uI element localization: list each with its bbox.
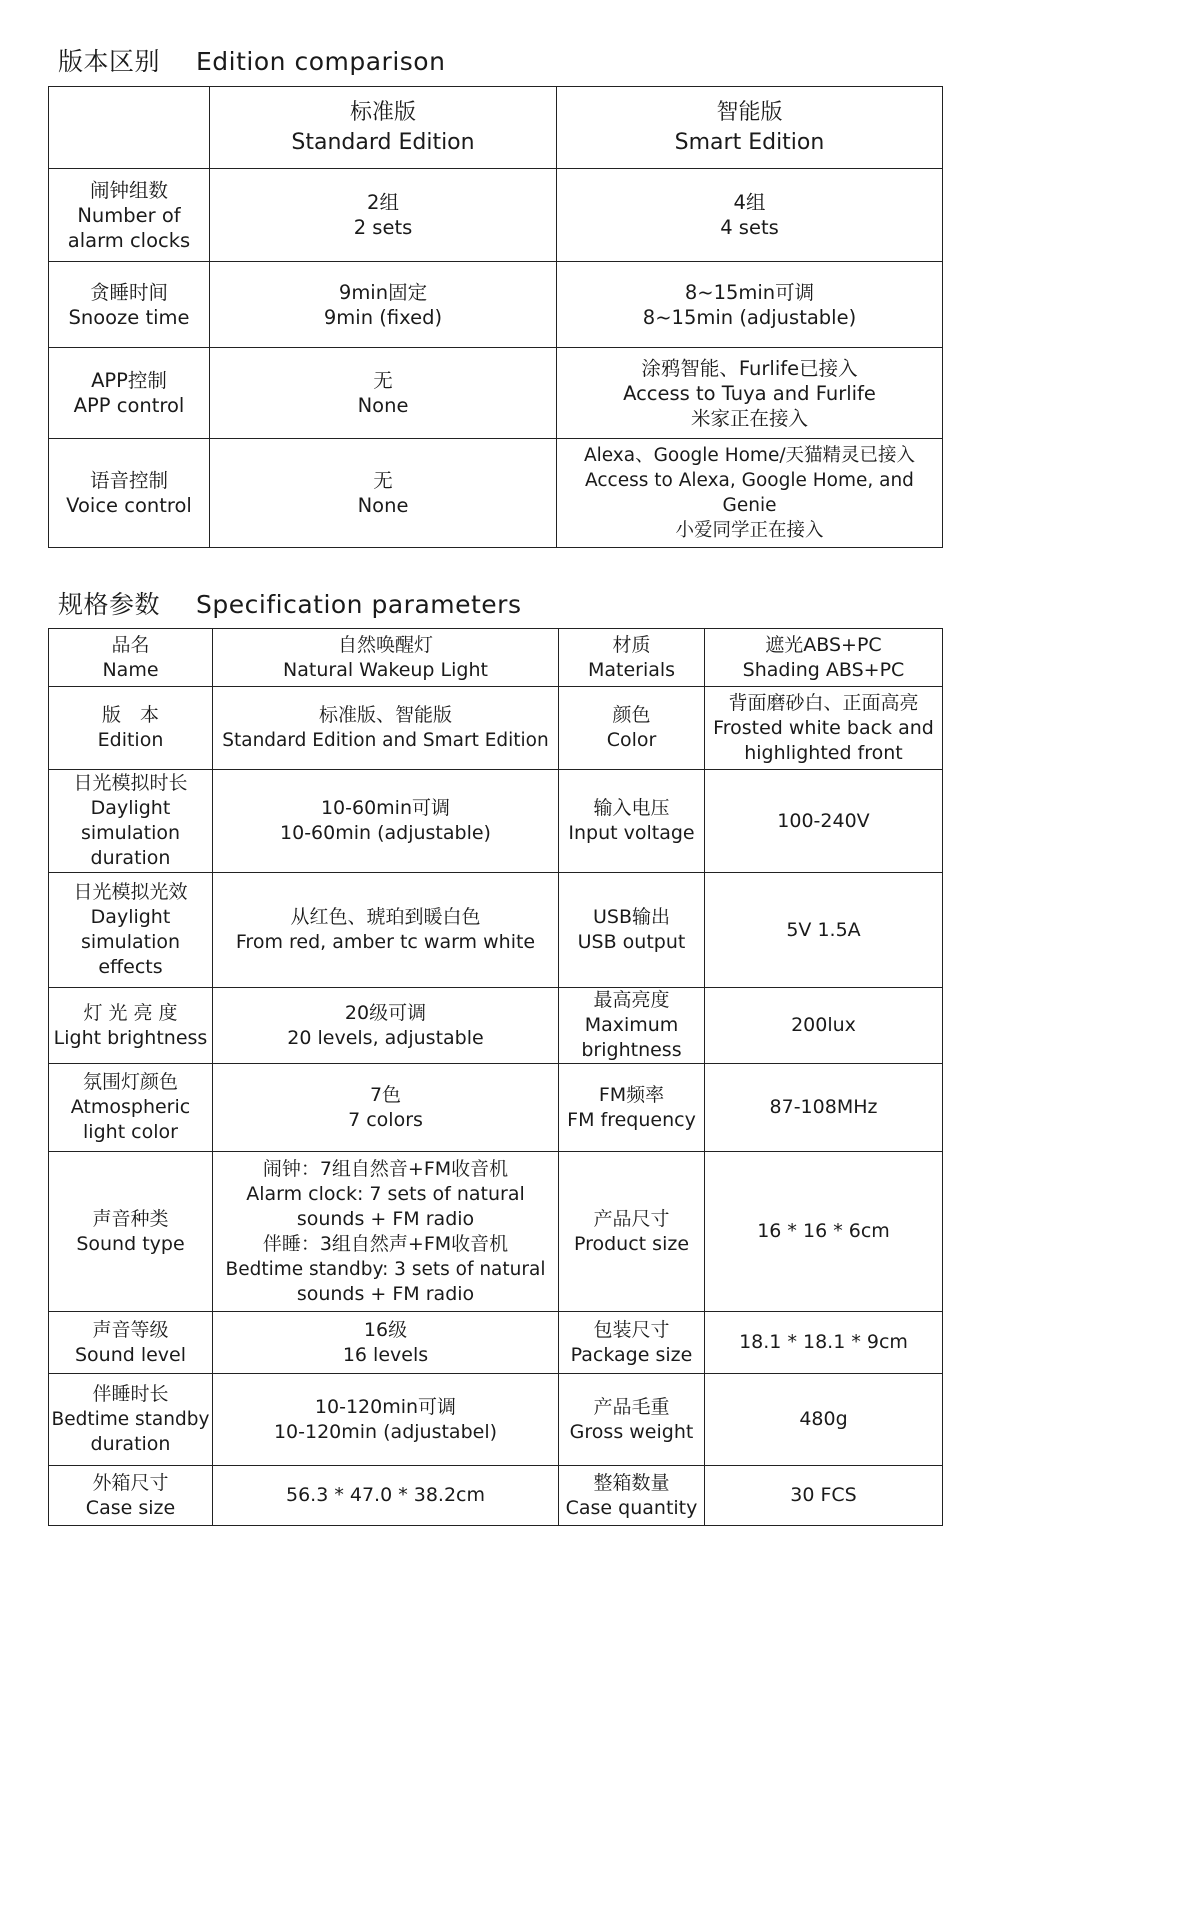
row-label-line: Number of xyxy=(77,203,181,227)
smart-value-cell xyxy=(557,348,943,439)
row-label-cell xyxy=(49,262,210,348)
spec-key-line: Gross weight xyxy=(569,1420,694,1443)
spec-key-line: 伴睡时长 xyxy=(92,1383,169,1405)
table-row xyxy=(49,1064,943,1152)
spec-key-line: effects xyxy=(98,956,163,978)
value-line: None xyxy=(357,394,409,417)
header-standard-en: Standard Edition xyxy=(291,129,475,155)
spec-key-line: Maximum xyxy=(584,1014,679,1036)
spec-value-line: 7色 xyxy=(369,1083,402,1106)
spec-key-cell xyxy=(49,1466,213,1526)
spec-value-line: 10-120min可调 xyxy=(314,1395,457,1418)
spec-value-cell xyxy=(213,988,559,1064)
spec-key-line: Color xyxy=(606,729,657,751)
edition-comparison-table xyxy=(48,86,943,548)
value-line: Alexa、Google Home/天猫精灵已接入 xyxy=(583,445,916,466)
spec-key-line: Case size xyxy=(85,1496,176,1519)
spec-key-line: 日光模拟时长 xyxy=(73,772,188,794)
spec-value-cell xyxy=(213,1064,559,1152)
specification-table xyxy=(48,628,943,1526)
spec-value-cell xyxy=(213,687,559,770)
spec-key-line: 氛围灯颜色 xyxy=(82,1071,178,1093)
spec-key-cell xyxy=(49,629,213,687)
spec-value-line: 16 * 16 * 6cm xyxy=(757,1220,890,1242)
spec-value-cell xyxy=(213,770,559,873)
spec-key-line: 版 本 xyxy=(101,704,159,726)
spec-value-line: 200lux xyxy=(791,1014,856,1036)
table-row xyxy=(49,770,943,873)
spec-value-line: Standard Edition and Smart Edition xyxy=(222,730,549,751)
spec-key-cell xyxy=(559,1466,705,1526)
value-line: 小爱同学正在接入 xyxy=(675,520,824,541)
spec-key-line: FM frequency xyxy=(567,1108,696,1131)
spec-key-line: 声音等级 xyxy=(92,1318,169,1341)
spec-value-cell xyxy=(213,1466,559,1526)
spec-value-cell xyxy=(213,629,559,687)
spec-value-line: 56.3 * 47.0 * 38.2cm xyxy=(285,1484,486,1506)
spec-key-line: Light brightness xyxy=(53,1026,208,1049)
spec-key-line: duration xyxy=(90,847,171,869)
spec-value-line: 100-240V xyxy=(777,809,870,832)
spec-key-line: 输入电压 xyxy=(593,797,670,819)
table-row xyxy=(49,988,943,1064)
spec-value-line: 480g xyxy=(799,1408,848,1430)
spec-key-cell xyxy=(49,988,213,1064)
edition-comparison-title-zh: 版本区别 xyxy=(58,47,161,76)
spec-key-cell xyxy=(49,687,213,770)
spec-value-line: Alarm clock: 7 sets of natural xyxy=(246,1182,525,1205)
spec-key-line: 最高亮度 xyxy=(593,989,670,1011)
spec-key-line: simulation xyxy=(80,822,181,844)
standard-value-cell xyxy=(210,348,557,439)
table-row xyxy=(49,1466,943,1526)
spec-key-line: 灯 光 亮 度 xyxy=(83,1001,178,1024)
table-header-row xyxy=(49,87,943,169)
header-smart-en: Smart Edition xyxy=(674,129,825,155)
spec-key-line: duration xyxy=(90,1433,171,1455)
spec-key-line: simulation xyxy=(80,931,181,953)
spec-key-cell xyxy=(559,687,705,770)
standard-value-cell xyxy=(210,262,557,348)
table-row xyxy=(49,1374,943,1466)
value-line: 涂鸦智能、Furlife已接入 xyxy=(641,356,858,380)
spec-value-line: 20级可调 xyxy=(344,1001,427,1024)
spec-key-cell xyxy=(49,770,213,873)
smart-value-cell xyxy=(557,262,943,348)
spec-value-cell xyxy=(705,1374,943,1466)
standard-value-cell xyxy=(210,169,557,262)
spec-key-cell xyxy=(49,1312,213,1374)
smart-value-cell xyxy=(557,169,943,262)
spec-value-line: 20 levels, adjustable xyxy=(287,1026,484,1049)
specification-title-zh: 规格参数 xyxy=(58,590,161,619)
table-row xyxy=(49,873,943,988)
spec-key-cell xyxy=(559,873,705,988)
spec-key-line: USB output xyxy=(577,931,686,953)
spec-key-line: 材质 xyxy=(612,633,651,656)
table-row xyxy=(49,1312,943,1374)
spec-key-line: Package size xyxy=(570,1343,693,1366)
spec-key-line: 颜色 xyxy=(612,704,651,726)
spec-key-line: Atmospheric xyxy=(70,1096,191,1118)
row-label-line: Voice control xyxy=(66,494,192,517)
spec-key-line: Bedtime standby xyxy=(51,1409,210,1430)
spec-value-line: Frosted white back and xyxy=(713,716,934,739)
spec-key-line: 整箱数量 xyxy=(593,1471,670,1494)
row-label-line: alarm clocks xyxy=(67,228,191,252)
row-label-cell xyxy=(49,169,210,262)
spec-key-cell xyxy=(559,1064,705,1152)
spec-value-line: 伴睡：3组自然声+FM收音机 xyxy=(262,1232,509,1255)
value-line: 4组 xyxy=(733,191,766,214)
value-line: 4 sets xyxy=(720,216,779,239)
spec-value-line: 遮光ABS+PC xyxy=(765,633,882,656)
value-line: 无 xyxy=(373,469,393,492)
spec-key-line: 品名 xyxy=(111,633,150,656)
spec-key-cell xyxy=(559,1152,705,1312)
table-row xyxy=(49,262,943,348)
header-blank-cell xyxy=(49,87,210,169)
spec-key-line: Daylight xyxy=(90,797,171,819)
table-row xyxy=(49,439,943,548)
row-label-line: APP控制 xyxy=(91,369,167,392)
edition-comparison-title-en: Edition comparison xyxy=(196,47,446,76)
spec-value-line: 7 colors xyxy=(348,1108,423,1131)
edition-comparison-title xyxy=(58,42,445,78)
row-label-line: 闹钟组数 xyxy=(89,178,168,202)
spec-key-line: 日光模拟光效 xyxy=(73,881,188,903)
spec-key-line: Name xyxy=(102,658,159,681)
spec-value-line: Bedtime standby: 3 sets of natural xyxy=(225,1258,546,1280)
header-standard-cell xyxy=(210,87,557,169)
value-line: 米家正在接入 xyxy=(690,406,808,430)
spec-key-cell xyxy=(49,1064,213,1152)
spec-key-line: Case quantity xyxy=(565,1496,698,1519)
spec-value-line: 87-108MHz xyxy=(769,1096,878,1118)
value-line: 9min (fixed) xyxy=(323,305,443,329)
value-line: 8~15min (adjustable) xyxy=(642,305,857,329)
value-line: 无 xyxy=(373,369,393,392)
spec-value-cell xyxy=(213,1312,559,1374)
spec-key-line: Product size xyxy=(573,1232,690,1255)
spec-key-cell xyxy=(559,1374,705,1466)
spec-value-cell xyxy=(705,1466,943,1526)
value-line: 9min固定 xyxy=(338,280,428,304)
row-label-cell xyxy=(49,348,210,439)
table-row xyxy=(49,348,943,439)
spec-value-cell xyxy=(705,687,943,770)
spec-value-cell xyxy=(705,770,943,873)
spec-key-cell xyxy=(559,988,705,1064)
header-standard-zh: 标准版 xyxy=(349,99,416,125)
spec-value-line: 10-120min (adjustabel) xyxy=(273,1420,498,1443)
spec-value-cell xyxy=(705,988,943,1064)
spec-key-cell xyxy=(559,770,705,873)
spec-key-line: light color xyxy=(83,1121,178,1143)
spec-value-cell xyxy=(213,873,559,988)
header-smart-zh: 智能版 xyxy=(716,99,783,125)
spec-key-line: USB输出 xyxy=(592,906,670,928)
spec-key-cell xyxy=(49,873,213,988)
row-label-cell xyxy=(49,439,210,548)
value-line: None xyxy=(357,494,409,517)
table-row xyxy=(49,629,943,687)
spec-key-cell xyxy=(49,1374,213,1466)
value-line: 2 sets xyxy=(353,216,413,239)
spec-key-line: 声音种类 xyxy=(92,1207,169,1230)
spec-value-line: 10-60min (adjustable) xyxy=(280,822,491,844)
spec-value-line: 标准版、智能版 xyxy=(318,704,452,726)
spec-value-cell xyxy=(213,1152,559,1312)
value-line: Access to Alexa, Google Home, and xyxy=(585,470,914,491)
spec-value-cell xyxy=(705,1152,943,1312)
spec-key-line: Sound level xyxy=(74,1343,187,1366)
spec-key-line: 产品尺寸 xyxy=(593,1207,670,1230)
value-line: Genie xyxy=(722,495,777,516)
spec-value-line: Natural Wakeup Light xyxy=(283,658,488,681)
spec-key-cell xyxy=(559,1312,705,1374)
spec-value-line: 16级 xyxy=(363,1318,408,1341)
value-line: 8~15min可调 xyxy=(684,280,815,304)
spec-value-line: 背面磨砂白、正面高亮 xyxy=(728,691,919,714)
value-line: Access to Tuya and Furlife xyxy=(623,381,876,405)
row-label-line: APP control xyxy=(73,394,185,417)
spec-key-cell xyxy=(559,629,705,687)
spec-value-line: 16 levels xyxy=(342,1343,429,1366)
spec-value-line: From red, amber tc warm white xyxy=(235,931,536,953)
spec-key-line: Input voltage xyxy=(568,822,695,844)
spec-key-line: Edition xyxy=(97,729,164,751)
specification-title-en: Specification parameters xyxy=(196,590,522,619)
value-line: 2组 xyxy=(367,191,399,214)
spec-value-cell xyxy=(213,1374,559,1466)
row-label-line: Snooze time xyxy=(68,305,190,329)
spec-value-line: 10-60min可调 xyxy=(320,797,451,819)
spec-value-line: Shading ABS+PC xyxy=(742,658,905,681)
spec-value-cell xyxy=(705,1312,943,1374)
spec-key-line: 包装尺寸 xyxy=(593,1318,670,1341)
spec-value-line: sounds + FM radio xyxy=(296,1207,475,1230)
header-smart-cell xyxy=(557,87,943,169)
spec-value-cell xyxy=(705,629,943,687)
spec-key-cell xyxy=(49,1152,213,1312)
spec-key-line: 产品毛重 xyxy=(593,1395,670,1418)
specification-title xyxy=(58,585,521,621)
spec-key-line: Daylight xyxy=(90,906,171,928)
spec-value-line: 闹钟：7组自然音+FM收音机 xyxy=(262,1157,509,1180)
spec-key-line: brightness xyxy=(581,1039,682,1061)
row-label-line: 贪睡时间 xyxy=(89,280,168,304)
spec-value-line: 从红色、琥珀到暖白色 xyxy=(290,906,481,928)
row-label-line: 语音控制 xyxy=(89,469,168,492)
spec-value-cell xyxy=(705,1064,943,1152)
spec-key-line: Materials xyxy=(587,658,676,681)
spec-value-line: 自然唤醒灯 xyxy=(337,633,433,656)
spec-value-line: 5V 1.5A xyxy=(786,918,861,941)
standard-value-cell xyxy=(210,439,557,548)
spec-value-line: 18.1 * 18.1 * 9cm xyxy=(739,1331,908,1353)
spec-value-line: highlighted front xyxy=(744,741,903,764)
spec-key-line: Sound type xyxy=(76,1232,185,1255)
smart-value-cell xyxy=(557,439,943,548)
table-row xyxy=(49,169,943,262)
spec-value-line: 30 FCS xyxy=(790,1484,857,1506)
spec-value-line: sounds + FM radio xyxy=(296,1282,475,1305)
table-row xyxy=(49,687,943,770)
table-row xyxy=(49,1152,943,1312)
spec-key-line: FM频率 xyxy=(598,1083,665,1106)
spec-value-cell xyxy=(705,873,943,988)
spec-key-line: 外箱尺寸 xyxy=(92,1471,169,1494)
